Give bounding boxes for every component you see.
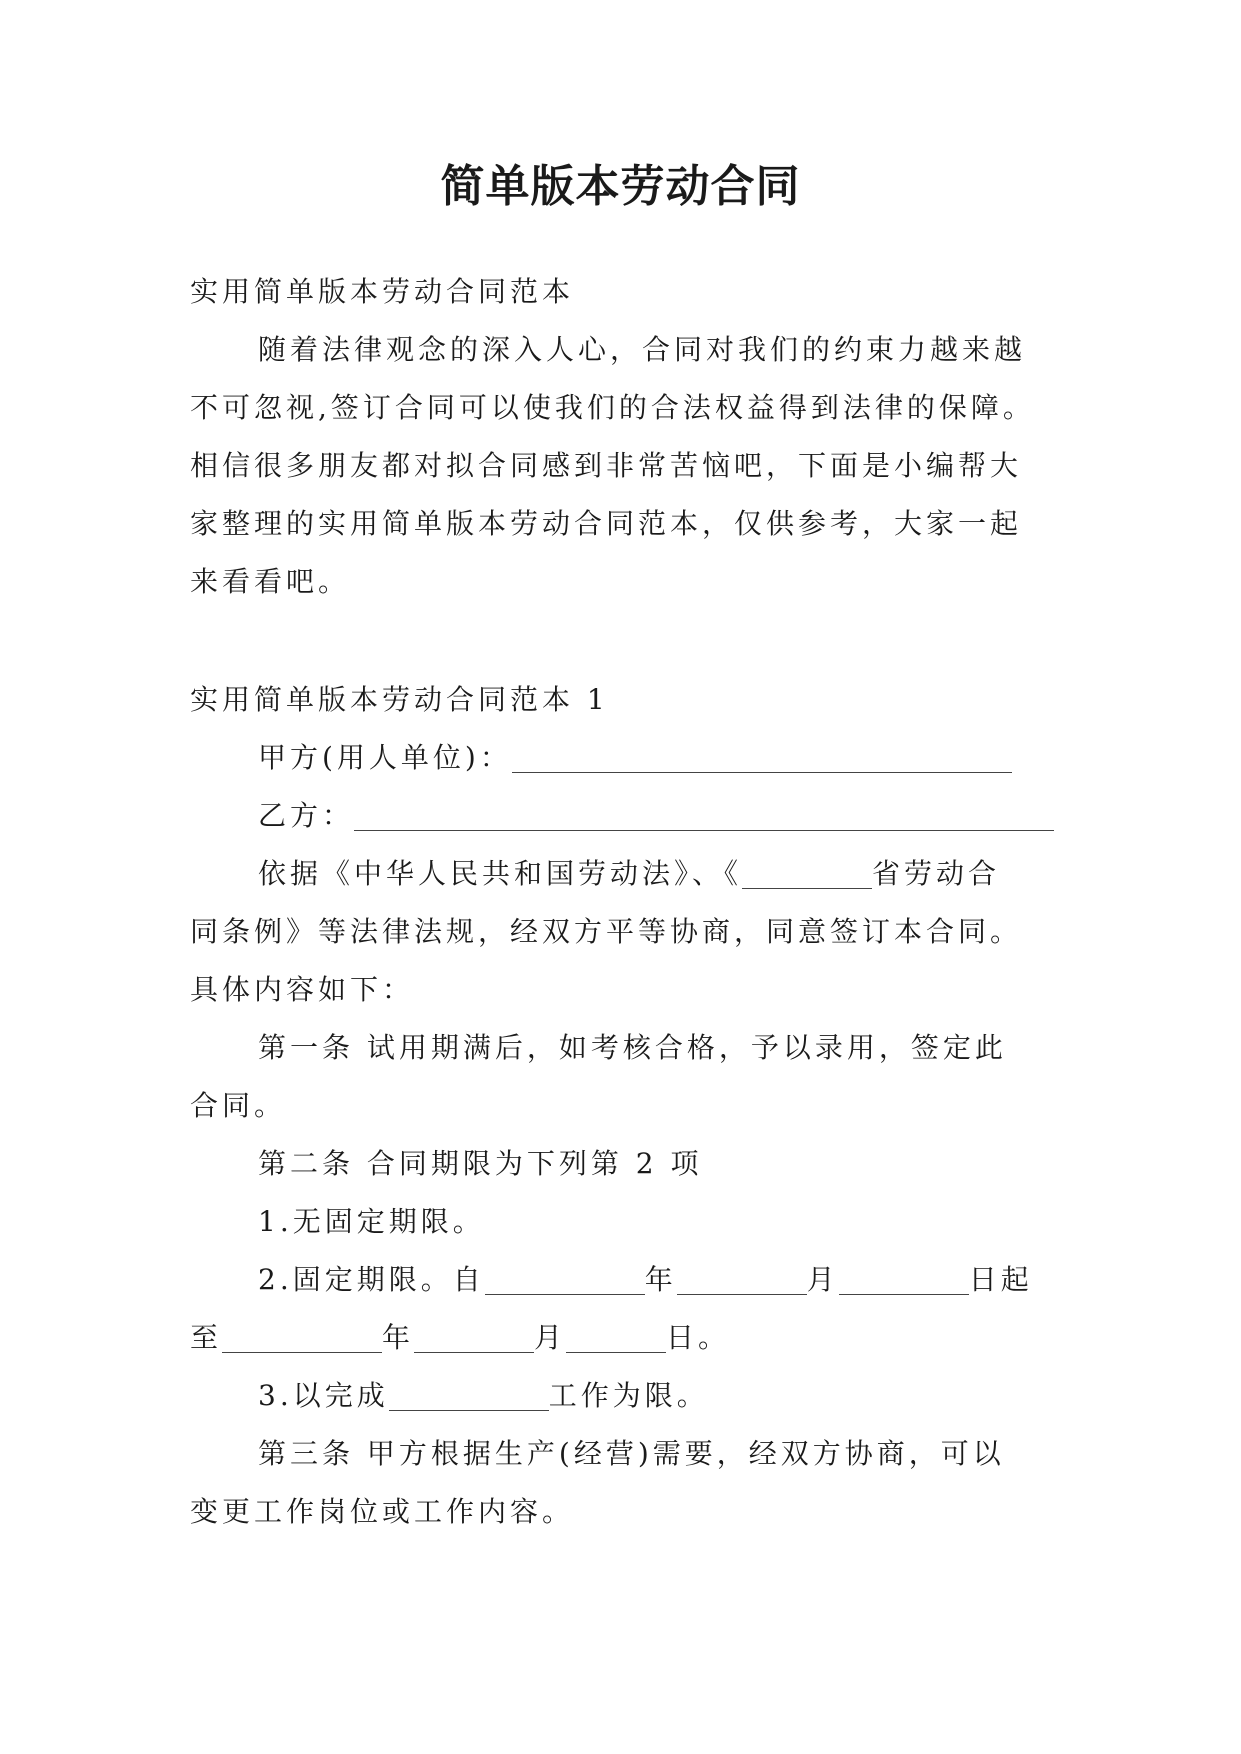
- article-1-line-2: 合同。: [190, 1089, 287, 1122]
- start-year-blank[interactable]: [485, 1262, 645, 1295]
- intro-line-2: 不可忽视,签订合同可以使我们的合法权益得到法律的保障。: [190, 391, 1035, 424]
- start-day-label: 日起: [968, 1263, 1033, 1296]
- article-3-line-1: 第三条 甲方根据生产(经营)需要，经双方协商，可以: [258, 1437, 1005, 1470]
- article-2-item-2: [258, 1250, 1128, 1309]
- article-2-item-1: 1.无固定期限。: [258, 1205, 485, 1238]
- to-label: 至: [190, 1321, 223, 1354]
- basis-line-1: [258, 844, 1128, 903]
- party-b-blank[interactable]: [354, 798, 1054, 831]
- year-label: 年: [644, 1263, 677, 1296]
- month-label: 月: [806, 1263, 839, 1296]
- end-day-label: 日。: [666, 1321, 731, 1354]
- party-b-line: [258, 786, 1128, 845]
- intro-line-4: 家整理的实用简单版本劳动合同范本，仅供参考，大家一起: [190, 507, 1023, 540]
- intro-line-5: 来看看吧。: [190, 565, 351, 598]
- party-a-blank[interactable]: [512, 740, 1012, 773]
- party-b-label: 乙方：: [258, 799, 355, 832]
- party-a-label: 甲方(用人单位)：: [258, 741, 512, 774]
- province-blank[interactable]: [742, 856, 872, 889]
- basis-line-3: 具体内容如下：: [190, 973, 415, 1006]
- end-month-blank[interactable]: [414, 1320, 534, 1353]
- item-3-label: 3.以完成: [258, 1379, 389, 1412]
- start-month-blank[interactable]: [677, 1262, 807, 1295]
- end-year-blank[interactable]: [222, 1320, 382, 1353]
- end-month-label: 月: [534, 1321, 567, 1354]
- basis-text-a: 依据《中华人民共和国劳动法》、《: [258, 857, 743, 890]
- subtitle: 实用简单版本劳动合同范本: [190, 275, 575, 308]
- article-1-line-1: 第一条 试用期满后，如考核合格，予以录用，签定此: [258, 1031, 1007, 1064]
- item-3-tail: 工作为限。: [548, 1379, 709, 1412]
- basis-line-2: 同条例》等法律法规，经双方平等协商，同意签订本合同。: [190, 915, 1023, 948]
- party-a-line: [258, 728, 1128, 787]
- task-blank[interactable]: [389, 1378, 549, 1411]
- start-day-blank[interactable]: [839, 1262, 969, 1295]
- basis-text-b: 省劳动合: [872, 857, 1001, 890]
- end-year-label: 年: [382, 1321, 415, 1354]
- end-day-blank[interactable]: [566, 1320, 666, 1353]
- article-2-heading: 第二条 合同期限为下列第 2 项: [258, 1147, 703, 1180]
- item-2-label: 2.固定期限。自: [258, 1263, 485, 1296]
- intro-line-1: 随着法律观念的深入人心，合同对我们的约束力越来越: [258, 333, 1027, 366]
- document-title: 简单版本劳动合同: [440, 161, 801, 212]
- article-2-item-3: [258, 1366, 1128, 1425]
- section-title: 实用简单版本劳动合同范本 1: [190, 683, 609, 716]
- intro-line-3: 相信很多朋友都对拟合同感到非常苦恼吧，下面是小编帮大: [190, 449, 1023, 482]
- article-3-line-2: 变更工作岗位或工作内容。: [190, 1495, 575, 1528]
- article-2-item-2-end: [190, 1308, 1060, 1367]
